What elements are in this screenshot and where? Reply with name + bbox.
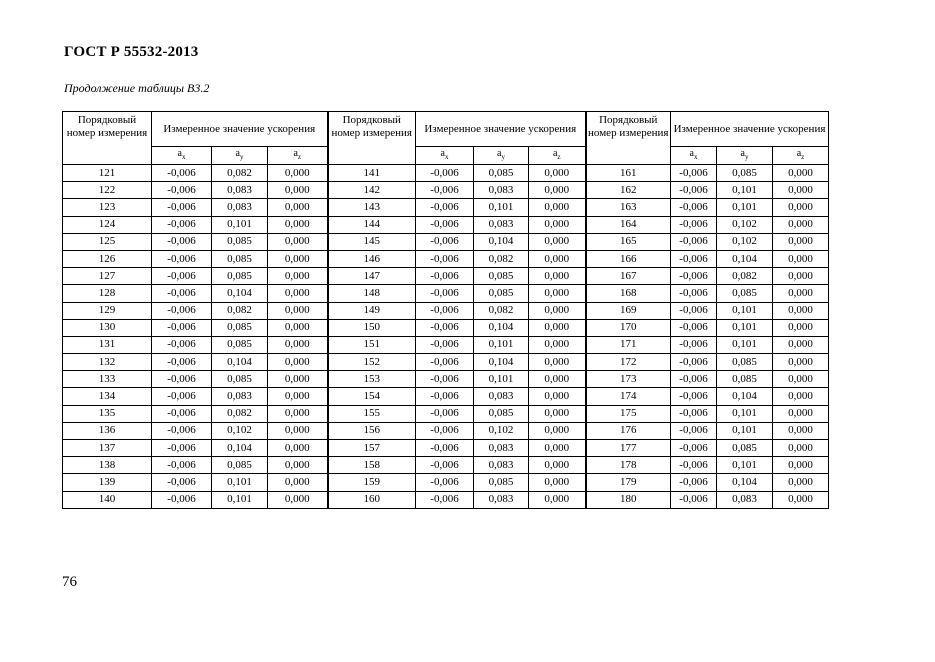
cell-az: 0,000	[773, 474, 829, 491]
cell-ax: -0,006	[416, 457, 474, 474]
cell-az: 0,000	[529, 268, 586, 285]
cell-ay: 0,102	[212, 422, 268, 439]
cell-az: 0,000	[773, 233, 829, 250]
cell-ax: -0,006	[671, 250, 717, 267]
axis-symbol: a	[740, 148, 745, 159]
cell-ay: 0,104	[212, 354, 268, 371]
axis-subscript: z	[297, 153, 302, 161]
cell-az: 0,000	[268, 319, 328, 336]
cell-ax: -0,006	[671, 440, 717, 457]
cell-measurement-number: 153	[328, 371, 416, 388]
cell-ax: -0,006	[671, 165, 717, 182]
cell-az: 0,000	[268, 165, 328, 182]
cell-az: 0,000	[529, 405, 586, 422]
cell-ax: -0,006	[152, 336, 212, 353]
cell-ax: -0,006	[416, 165, 474, 182]
cell-ax: -0,006	[152, 285, 212, 302]
cell-az: 0,000	[268, 491, 328, 508]
table-row	[63, 285, 829, 302]
cell-ax: -0,006	[671, 302, 717, 319]
cell-measurement-number: 128	[63, 285, 152, 302]
cell-ay: 0,085	[212, 233, 268, 250]
axis-symbol: a	[689, 148, 694, 159]
cell-az: 0,000	[268, 250, 328, 267]
cell-measurement-number: 143	[328, 199, 416, 216]
cell-ax: -0,006	[152, 250, 212, 267]
header-axis-z	[268, 147, 328, 165]
cell-ax: -0,006	[671, 319, 717, 336]
table-row	[63, 371, 829, 388]
cell-measurement-number: 147	[328, 268, 416, 285]
cell-az: 0,000	[268, 268, 328, 285]
cell-az: 0,000	[268, 182, 328, 199]
cell-ax: -0,006	[671, 285, 717, 302]
cell-az: 0,000	[268, 422, 328, 439]
cell-measurement-number: 151	[328, 336, 416, 353]
cell-ay: 0,104	[717, 474, 773, 491]
cell-measurement-number: 124	[63, 216, 152, 233]
cell-measurement-number: 148	[328, 285, 416, 302]
cell-measurement-number: 172	[586, 354, 671, 371]
cell-ax: -0,006	[416, 199, 474, 216]
cell-az: 0,000	[773, 285, 829, 302]
cell-measurement-number: 130	[63, 319, 152, 336]
cell-ax: -0,006	[671, 491, 717, 508]
cell-measurement-number: 125	[63, 233, 152, 250]
cell-az: 0,000	[529, 457, 586, 474]
cell-measurement-number: 179	[586, 474, 671, 491]
cell-measurement-number: 155	[328, 405, 416, 422]
cell-az: 0,000	[529, 302, 586, 319]
table-row	[63, 216, 829, 233]
header-measurement-number: Порядковый номер измерения	[63, 112, 152, 165]
cell-ay: 0,102	[717, 216, 773, 233]
cell-az: 0,000	[773, 491, 829, 508]
cell-ay: 0,085	[212, 319, 268, 336]
cell-az: 0,000	[529, 440, 586, 457]
table-row	[63, 165, 829, 182]
cell-ax: -0,006	[416, 440, 474, 457]
cell-measurement-number: 180	[586, 491, 671, 508]
cell-measurement-number: 168	[586, 285, 671, 302]
cell-measurement-number: 170	[586, 319, 671, 336]
cell-ax: -0,006	[152, 199, 212, 216]
cell-az: 0,000	[529, 388, 586, 405]
cell-ay: 0,082	[474, 250, 529, 267]
cell-az: 0,000	[773, 302, 829, 319]
cell-ax: -0,006	[671, 388, 717, 405]
cell-ay: 0,085	[474, 405, 529, 422]
table-row	[63, 336, 829, 353]
cell-ay: 0,083	[474, 491, 529, 508]
cell-ay: 0,085	[474, 165, 529, 182]
cell-ax: -0,006	[416, 336, 474, 353]
cell-ay: 0,104	[717, 388, 773, 405]
cell-measurement-number: 167	[586, 268, 671, 285]
cell-ay: 0,082	[717, 268, 773, 285]
cell-measurement-number: 132	[63, 354, 152, 371]
header-measured-acceleration: Измеренное значение ускорения	[416, 112, 586, 147]
cell-measurement-number: 149	[328, 302, 416, 319]
cell-ay: 0,085	[474, 474, 529, 491]
cell-ay: 0,083	[474, 216, 529, 233]
cell-ay: 0,085	[212, 371, 268, 388]
cell-ay: 0,104	[212, 440, 268, 457]
table-row	[63, 491, 829, 508]
table-caption: Продолжение таблицы В3.2	[64, 81, 210, 95]
cell-az: 0,000	[529, 199, 586, 216]
axis-subscript: x	[181, 153, 186, 161]
header-measurement-number: Порядковый номер измерения	[586, 112, 671, 165]
cell-ay: 0,083	[474, 440, 529, 457]
axis-header-row	[63, 147, 829, 165]
cell-ax: -0,006	[671, 405, 717, 422]
cell-measurement-number: 162	[586, 182, 671, 199]
cell-measurement-number: 127	[63, 268, 152, 285]
cell-ay: 0,101	[717, 182, 773, 199]
cell-ax: -0,006	[152, 457, 212, 474]
cell-ax: -0,006	[416, 422, 474, 439]
cell-az: 0,000	[268, 457, 328, 474]
cell-ay: 0,101	[474, 199, 529, 216]
axis-symbol: a	[497, 148, 502, 159]
cell-ay: 0,085	[474, 285, 529, 302]
cell-ax: -0,006	[152, 491, 212, 508]
cell-ax: -0,006	[416, 388, 474, 405]
table-row	[63, 440, 829, 457]
table-row	[63, 182, 829, 199]
header-measurement-number: Порядковый номер измерения	[328, 112, 416, 165]
cell-ax: -0,006	[152, 302, 212, 319]
cell-az: 0,000	[268, 474, 328, 491]
cell-ax: -0,006	[671, 422, 717, 439]
axis-symbol: a	[796, 148, 802, 159]
header-row	[63, 112, 829, 147]
cell-ay: 0,083	[212, 199, 268, 216]
cell-ax: -0,006	[671, 354, 717, 371]
table-row	[63, 268, 829, 285]
cell-ay: 0,083	[474, 457, 529, 474]
cell-ay: 0,102	[717, 233, 773, 250]
cell-ay: 0,083	[717, 491, 773, 508]
cell-ax: -0,006	[152, 422, 212, 439]
cell-az: 0,000	[773, 216, 829, 233]
cell-measurement-number: 129	[63, 302, 152, 319]
cell-ay: 0,083	[474, 182, 529, 199]
cell-az: 0,000	[529, 422, 586, 439]
header-axis-x	[152, 147, 212, 165]
cell-az: 0,000	[529, 285, 586, 302]
cell-ay: 0,085	[717, 440, 773, 457]
cell-ay: 0,085	[717, 165, 773, 182]
cell-ax: -0,006	[671, 216, 717, 233]
axis-symbol: a	[552, 148, 558, 159]
cell-measurement-number: 169	[586, 302, 671, 319]
table-row	[63, 422, 829, 439]
cell-measurement-number: 160	[328, 491, 416, 508]
cell-ay: 0,085	[717, 285, 773, 302]
table-row	[63, 302, 829, 319]
cell-ax: -0,006	[152, 371, 212, 388]
header-axis-y	[212, 147, 268, 165]
header-measured-acceleration: Измеренное значение ускорения	[671, 112, 829, 147]
cell-az: 0,000	[268, 405, 328, 422]
cell-measurement-number: 152	[328, 354, 416, 371]
cell-ay: 0,102	[474, 422, 529, 439]
cell-measurement-number: 174	[586, 388, 671, 405]
cell-ay: 0,101	[717, 422, 773, 439]
cell-measurement-number: 173	[586, 371, 671, 388]
cell-measurement-number: 146	[328, 250, 416, 267]
cell-ay: 0,101	[474, 336, 529, 353]
cell-measurement-number: 159	[328, 474, 416, 491]
cell-measurement-number: 138	[63, 457, 152, 474]
cell-az: 0,000	[529, 216, 586, 233]
cell-ax: -0,006	[152, 233, 212, 250]
cell-az: 0,000	[268, 388, 328, 405]
cell-ax: -0,006	[152, 474, 212, 491]
cell-ax: -0,006	[671, 268, 717, 285]
cell-az: 0,000	[773, 182, 829, 199]
cell-az: 0,000	[268, 336, 328, 353]
cell-measurement-number: 165	[586, 233, 671, 250]
cell-ay: 0,085	[212, 268, 268, 285]
axis-symbol: a	[177, 148, 182, 159]
cell-ax: -0,006	[671, 199, 717, 216]
cell-ax: -0,006	[152, 216, 212, 233]
cell-az: 0,000	[268, 371, 328, 388]
page-number: 76	[62, 574, 77, 590]
axis-subscript: y	[239, 153, 244, 161]
cell-measurement-number: 141	[328, 165, 416, 182]
cell-ay: 0,083	[212, 388, 268, 405]
measurement-table	[62, 111, 829, 509]
cell-az: 0,000	[773, 250, 829, 267]
cell-az: 0,000	[268, 199, 328, 216]
cell-measurement-number: 161	[586, 165, 671, 182]
cell-ay: 0,085	[474, 268, 529, 285]
cell-measurement-number: 164	[586, 216, 671, 233]
cell-measurement-number: 123	[63, 199, 152, 216]
cell-ay: 0,101	[717, 405, 773, 422]
cell-measurement-number: 142	[328, 182, 416, 199]
cell-measurement-number: 122	[63, 182, 152, 199]
cell-measurement-number: 144	[328, 216, 416, 233]
cell-az: 0,000	[268, 302, 328, 319]
cell-ay: 0,101	[717, 319, 773, 336]
table-row	[63, 233, 829, 250]
cell-ay: 0,082	[212, 165, 268, 182]
cell-az: 0,000	[773, 199, 829, 216]
cell-ay: 0,101	[717, 336, 773, 353]
cell-ay: 0,101	[212, 216, 268, 233]
cell-measurement-number: 140	[63, 491, 152, 508]
axis-subscript: y	[744, 153, 749, 161]
cell-az: 0,000	[773, 354, 829, 371]
cell-az: 0,000	[268, 354, 328, 371]
cell-ax: -0,006	[416, 354, 474, 371]
header-axis-x	[416, 147, 474, 165]
cell-measurement-number: 139	[63, 474, 152, 491]
cell-az: 0,000	[268, 440, 328, 457]
cell-ax: -0,006	[152, 268, 212, 285]
cell-ay: 0,085	[212, 250, 268, 267]
cell-ay: 0,082	[212, 405, 268, 422]
axis-symbol: a	[293, 148, 298, 159]
table-row	[63, 354, 829, 371]
cell-az: 0,000	[268, 285, 328, 302]
cell-ax: -0,006	[671, 474, 717, 491]
cell-ay: 0,101	[212, 474, 268, 491]
cell-measurement-number: 150	[328, 319, 416, 336]
table-row	[63, 405, 829, 422]
cell-az: 0,000	[529, 233, 586, 250]
cell-ax: -0,006	[671, 371, 717, 388]
header-axis-z	[773, 147, 829, 165]
cell-ax: -0,006	[416, 250, 474, 267]
header-axis-x	[671, 147, 717, 165]
header-measured-acceleration: Измеренное значение ускорения	[152, 112, 328, 147]
cell-ax: -0,006	[671, 336, 717, 353]
cell-ax: -0,006	[416, 268, 474, 285]
cell-ay: 0,085	[717, 354, 773, 371]
cell-ay: 0,085	[212, 336, 268, 353]
cell-measurement-number: 131	[63, 336, 152, 353]
cell-az: 0,000	[773, 371, 829, 388]
cell-az: 0,000	[773, 440, 829, 457]
cell-az: 0,000	[773, 457, 829, 474]
cell-ay: 0,083	[474, 388, 529, 405]
cell-ax: -0,006	[416, 285, 474, 302]
cell-az: 0,000	[529, 319, 586, 336]
header-axis-y	[474, 147, 529, 165]
cell-ay: 0,104	[474, 319, 529, 336]
cell-ay: 0,083	[212, 182, 268, 199]
cell-ay: 0,082	[212, 302, 268, 319]
cell-az: 0,000	[529, 336, 586, 353]
cell-ay: 0,104	[212, 285, 268, 302]
cell-ay: 0,085	[212, 457, 268, 474]
cell-measurement-number: 176	[586, 422, 671, 439]
cell-ax: -0,006	[416, 216, 474, 233]
cell-az: 0,000	[529, 474, 586, 491]
cell-ax: -0,006	[152, 319, 212, 336]
cell-measurement-number: 178	[586, 457, 671, 474]
cell-az: 0,000	[529, 165, 586, 182]
cell-ay: 0,082	[474, 302, 529, 319]
cell-ax: -0,006	[152, 388, 212, 405]
cell-ay: 0,104	[474, 354, 529, 371]
cell-az: 0,000	[773, 388, 829, 405]
cell-measurement-number: 136	[63, 422, 152, 439]
cell-ax: -0,006	[671, 182, 717, 199]
cell-ay: 0,104	[717, 250, 773, 267]
cell-ax: -0,006	[416, 371, 474, 388]
cell-ay: 0,101	[717, 199, 773, 216]
document-title: ГОСТ Р 55532-2013	[64, 44, 199, 60]
cell-ax: -0,006	[416, 474, 474, 491]
cell-measurement-number: 158	[328, 457, 416, 474]
cell-ax: -0,006	[416, 405, 474, 422]
table-row	[63, 474, 829, 491]
cell-az: 0,000	[529, 491, 586, 508]
cell-ax: -0,006	[671, 233, 717, 250]
cell-az: 0,000	[268, 216, 328, 233]
cell-ay: 0,101	[717, 457, 773, 474]
axis-subscript: z	[801, 153, 805, 161]
cell-az: 0,000	[773, 405, 829, 422]
cell-ay: 0,101	[474, 371, 529, 388]
cell-ax: -0,006	[416, 302, 474, 319]
table-row	[63, 250, 829, 267]
cell-az: 0,000	[773, 422, 829, 439]
cell-az: 0,000	[529, 371, 586, 388]
cell-ay: 0,104	[474, 233, 529, 250]
cell-az: 0,000	[773, 165, 829, 182]
header-axis-z	[529, 147, 586, 165]
cell-ax: -0,006	[416, 491, 474, 508]
cell-az: 0,000	[773, 319, 829, 336]
cell-az: 0,000	[529, 250, 586, 267]
table-row	[63, 457, 829, 474]
cell-ax: -0,006	[671, 457, 717, 474]
cell-ay: 0,101	[212, 491, 268, 508]
cell-ax: -0,006	[152, 440, 212, 457]
cell-az: 0,000	[773, 336, 829, 353]
cell-measurement-number: 121	[63, 165, 152, 182]
axis-subscript: x	[444, 153, 449, 161]
axis-subscript: z	[557, 153, 561, 161]
table-row	[63, 199, 829, 216]
cell-measurement-number: 135	[63, 405, 152, 422]
table-row	[63, 388, 829, 405]
cell-measurement-number: 134	[63, 388, 152, 405]
cell-measurement-number: 163	[586, 199, 671, 216]
cell-measurement-number: 157	[328, 440, 416, 457]
cell-measurement-number: 137	[63, 440, 152, 457]
cell-ax: -0,006	[152, 405, 212, 422]
cell-measurement-number: 126	[63, 250, 152, 267]
axis-symbol: a	[440, 148, 445, 159]
cell-az: 0,000	[773, 268, 829, 285]
cell-measurement-number: 154	[328, 388, 416, 405]
cell-az: 0,000	[529, 354, 586, 371]
cell-ay: 0,085	[717, 371, 773, 388]
cell-ax: -0,006	[416, 233, 474, 250]
axis-symbol: a	[235, 148, 240, 159]
axis-subscript: x	[693, 153, 698, 161]
cell-measurement-number: 145	[328, 233, 416, 250]
cell-measurement-number: 175	[586, 405, 671, 422]
cell-az: 0,000	[529, 182, 586, 199]
cell-measurement-number: 133	[63, 371, 152, 388]
cell-measurement-number: 156	[328, 422, 416, 439]
cell-ax: -0,006	[152, 354, 212, 371]
header-axis-y	[717, 147, 773, 165]
cell-ax: -0,006	[152, 165, 212, 182]
cell-ay: 0,101	[717, 302, 773, 319]
table-row	[63, 319, 829, 336]
cell-az: 0,000	[268, 233, 328, 250]
cell-measurement-number: 177	[586, 440, 671, 457]
cell-ax: -0,006	[416, 182, 474, 199]
cell-measurement-number: 166	[586, 250, 671, 267]
cell-ax: -0,006	[416, 319, 474, 336]
cell-ax: -0,006	[152, 182, 212, 199]
cell-measurement-number: 171	[586, 336, 671, 353]
axis-subscript: y	[501, 153, 505, 161]
